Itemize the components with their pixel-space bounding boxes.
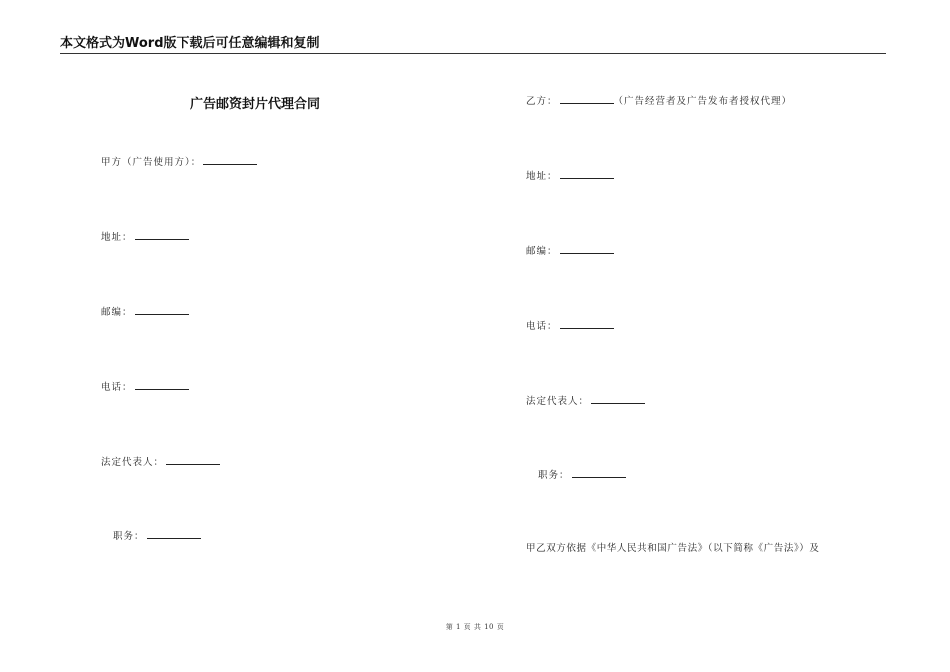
party-a-field bbox=[101, 155, 257, 169]
party-a-title-field bbox=[113, 529, 201, 543]
party-a-title-label: 职务： bbox=[113, 531, 145, 542]
page-footer: 第 1 页 共 10 页 bbox=[445, 623, 505, 631]
party-a-rep-blank bbox=[166, 455, 220, 465]
party-b-field bbox=[526, 94, 792, 108]
party-b-rep-field bbox=[526, 394, 645, 408]
party-a-postcode-blank bbox=[135, 305, 189, 315]
party-b-rep-label: 法定代表人： bbox=[526, 396, 590, 407]
party-a-address-blank bbox=[135, 230, 189, 240]
party-b-phone-blank bbox=[560, 319, 614, 329]
party-b-rep-blank bbox=[591, 394, 645, 404]
contract-basis-paragraph: 甲乙双方依据《中华人民共和国广告法》（以下简称《广告法》）及 bbox=[526, 543, 820, 554]
party-a-phone-blank bbox=[135, 380, 189, 390]
party-a-blank bbox=[203, 155, 257, 165]
party-a-title-blank bbox=[147, 529, 201, 539]
party-a-address-field bbox=[101, 230, 189, 244]
party-b-address-field bbox=[526, 169, 614, 183]
party-b-title-blank bbox=[572, 468, 626, 478]
party-a-postcode-field bbox=[101, 305, 189, 319]
document-header: 本文格式为Word版下载后可任意编辑和复制 bbox=[60, 36, 320, 51]
header-rule bbox=[60, 53, 886, 54]
party-b-title-label: 职务： bbox=[538, 470, 570, 481]
contract-title: 广告邮资封片代理合同 bbox=[190, 97, 321, 112]
party-b-blank bbox=[560, 94, 614, 104]
party-a-address-label: 地址： bbox=[101, 232, 133, 243]
party-b-title-field bbox=[538, 468, 626, 482]
party-b-address-blank bbox=[560, 169, 614, 179]
party-b-postcode-label: 邮编： bbox=[526, 246, 558, 257]
party-a-rep-field bbox=[101, 455, 220, 469]
party-b-phone-field bbox=[526, 319, 614, 333]
party-a-label: 甲方（广告使用方）： bbox=[101, 157, 202, 168]
party-a-phone-label: 电话： bbox=[101, 382, 133, 393]
party-b-label: 乙方： bbox=[526, 96, 558, 107]
party-a-phone-field bbox=[101, 380, 189, 394]
party-b-address-label: 地址： bbox=[526, 171, 558, 182]
party-a-postcode-label: 邮编： bbox=[101, 307, 133, 318]
party-b-note: （广告经营者及广告发布者授权代理） bbox=[613, 96, 793, 107]
party-b-phone-label: 电话： bbox=[526, 321, 558, 332]
party-b-postcode-blank bbox=[560, 244, 614, 254]
party-b-postcode-field bbox=[526, 244, 614, 258]
party-a-rep-label: 法定代表人： bbox=[101, 457, 165, 468]
